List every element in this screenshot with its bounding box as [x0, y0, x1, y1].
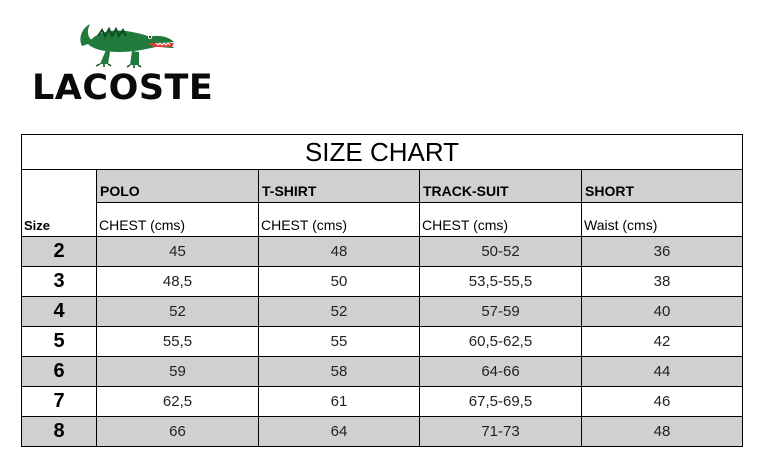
- table-row: [22, 357, 743, 387]
- table-row: [22, 387, 743, 417]
- measurement-cell: 55,5: [97, 327, 259, 357]
- measurement-cell: 46: [582, 387, 743, 417]
- measure-header-polo: CHEST (cms): [97, 203, 259, 237]
- measure-header-short: Waist (cms): [582, 203, 743, 237]
- measurement-cell: 50-52: [420, 237, 582, 267]
- measure-header-row: [22, 203, 743, 237]
- category-header-t-shirt: T-SHIRT: [259, 170, 420, 203]
- measure-header-t-shirt: CHEST (cms): [259, 203, 420, 237]
- measurement-cell: 57-59: [420, 297, 582, 327]
- measurement-cell: 71-73: [420, 417, 582, 447]
- brand-logo: [28, 16, 228, 110]
- measurement-cell: 64: [259, 417, 420, 447]
- measurement-cell: 61: [259, 387, 420, 417]
- measurement-cell: 52: [97, 297, 259, 327]
- measure-header-track-suit: CHEST (cms): [420, 203, 582, 237]
- table-row: [22, 297, 743, 327]
- size-cell: 5: [22, 327, 97, 357]
- brand-wordmark: LACOSTE: [32, 68, 214, 108]
- category-header-short: SHORT: [582, 170, 743, 203]
- size-cell: 6: [22, 357, 97, 387]
- measurement-cell: 40: [582, 297, 743, 327]
- table-row: [22, 237, 743, 267]
- measurement-cell: 66: [97, 417, 259, 447]
- measurement-cell: 62,5: [97, 387, 259, 417]
- measurement-cell: 50: [259, 267, 420, 297]
- size-cell: 2: [22, 237, 97, 267]
- category-header-polo: POLO: [97, 170, 259, 203]
- category-header-row: [22, 170, 743, 203]
- measurement-cell: 58: [259, 357, 420, 387]
- crocodile-logo-icon: [76, 16, 176, 74]
- measurement-cell: 36: [582, 237, 743, 267]
- size-chart-table: [21, 134, 743, 447]
- measurement-cell: 59: [97, 357, 259, 387]
- measurement-cell: 48: [582, 417, 743, 447]
- measurement-cell: 53,5-55,5: [420, 267, 582, 297]
- table-row: [22, 267, 743, 297]
- measurement-cell: 64-66: [420, 357, 582, 387]
- size-cell: 4: [22, 297, 97, 327]
- measurement-cell: 42: [582, 327, 743, 357]
- measurement-cell: 55: [259, 327, 420, 357]
- size-cell: 7: [22, 387, 97, 417]
- chart-title: SIZE CHART: [22, 135, 743, 170]
- measurement-cell: 52: [259, 297, 420, 327]
- measurement-cell: 60,5-62,5: [420, 327, 582, 357]
- measurement-cell: 48: [259, 237, 420, 267]
- measurement-cell: 67,5-69,5: [420, 387, 582, 417]
- size-cell: 3: [22, 267, 97, 297]
- category-header-track-suit: TRACK-SUIT: [420, 170, 582, 203]
- measurement-cell: 38: [582, 267, 743, 297]
- size-column-header: Size: [22, 170, 97, 237]
- measurement-cell: 48,5: [97, 267, 259, 297]
- measurement-cell: 45: [97, 237, 259, 267]
- measurement-cell: 44: [582, 357, 743, 387]
- size-cell: 8: [22, 417, 97, 447]
- table-row: [22, 327, 743, 357]
- table-row: [22, 417, 743, 447]
